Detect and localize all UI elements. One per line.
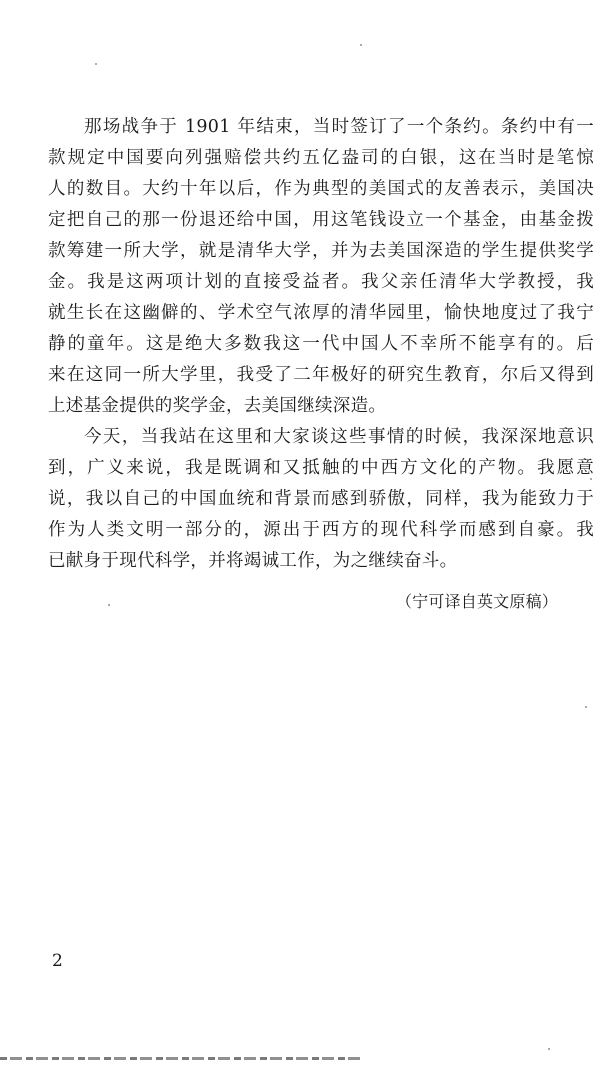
paragraph-2-line-5: 已献身于现代科学，并将竭诚工作，为之继续奋斗。 bbox=[48, 551, 458, 571]
paragraph-1-line-6: 金。我是这两项计划的直接受益者。我父亲任清华大学教授，我 bbox=[48, 272, 594, 292]
paragraph-1-line-5: 款筹建一所大学，就是清华大学，并为去美国深造的学生提供奖学 bbox=[48, 241, 594, 261]
paragraph-1-line-2: 款规定中国要向列强赔偿共约五亿盎司的白银，这在当时是笔惊 bbox=[48, 148, 594, 168]
page-number: 2 bbox=[52, 951, 63, 971]
paragraph-1-line-4: 定把自己的那一份退还给中国，用这笔钱设立一个基金，由基金拨 bbox=[48, 210, 594, 230]
scan-speck bbox=[590, 478, 592, 480]
paragraph-1-line-1: 那场战争于 1901 年结束，当时签订了一个条约。条约中有一 bbox=[84, 117, 594, 137]
scan-speck bbox=[360, 44, 362, 46]
translator-note: （宁可译自英文原稿） bbox=[395, 592, 558, 611]
scan-speck bbox=[548, 1048, 550, 1050]
scan-speck bbox=[95, 63, 97, 65]
paragraph-2-line-1: 今天，当我站在这里和大家谈这些事情的时候，我深深地意识 bbox=[84, 427, 594, 447]
scan-edge-artifact bbox=[0, 1057, 360, 1060]
paragraph-1-line-7: 就生长在这幽僻的、学术空气浓厚的清华园里，愉快地度过了我宁 bbox=[48, 303, 594, 323]
paragraph-1-line-10: 上述基金提供的奖学金，去美国继续深造。 bbox=[48, 396, 387, 416]
paragraph-2-line-2: 到，广义来说，我是既调和又抵触的中西方文化的产物。我愿意 bbox=[48, 458, 594, 478]
scan-speck bbox=[108, 604, 110, 606]
paragraph-1-line-3: 人的数目。大约十年以后，作为典型的美国式的友善表示，美国决 bbox=[48, 179, 594, 199]
paragraph-2-line-3: 说，我以自己的中国血统和背景而感到骄傲，同样，我为能致力于 bbox=[48, 489, 594, 509]
body-text bbox=[48, 112, 594, 577]
paragraph-1-line-8: 静的童年。这是绝大多数我这一代中国人不幸所不能享有的。后 bbox=[48, 334, 594, 354]
paragraph-1-line-9: 来在这同一所大学里，我受了二年极好的研究生教育，尔后又得到 bbox=[48, 365, 594, 385]
scan-speck bbox=[585, 706, 587, 708]
paragraph-2-line-4: 作为人类文明一部分的，源出于西方的现代科学而感到自豪。我 bbox=[48, 520, 594, 540]
